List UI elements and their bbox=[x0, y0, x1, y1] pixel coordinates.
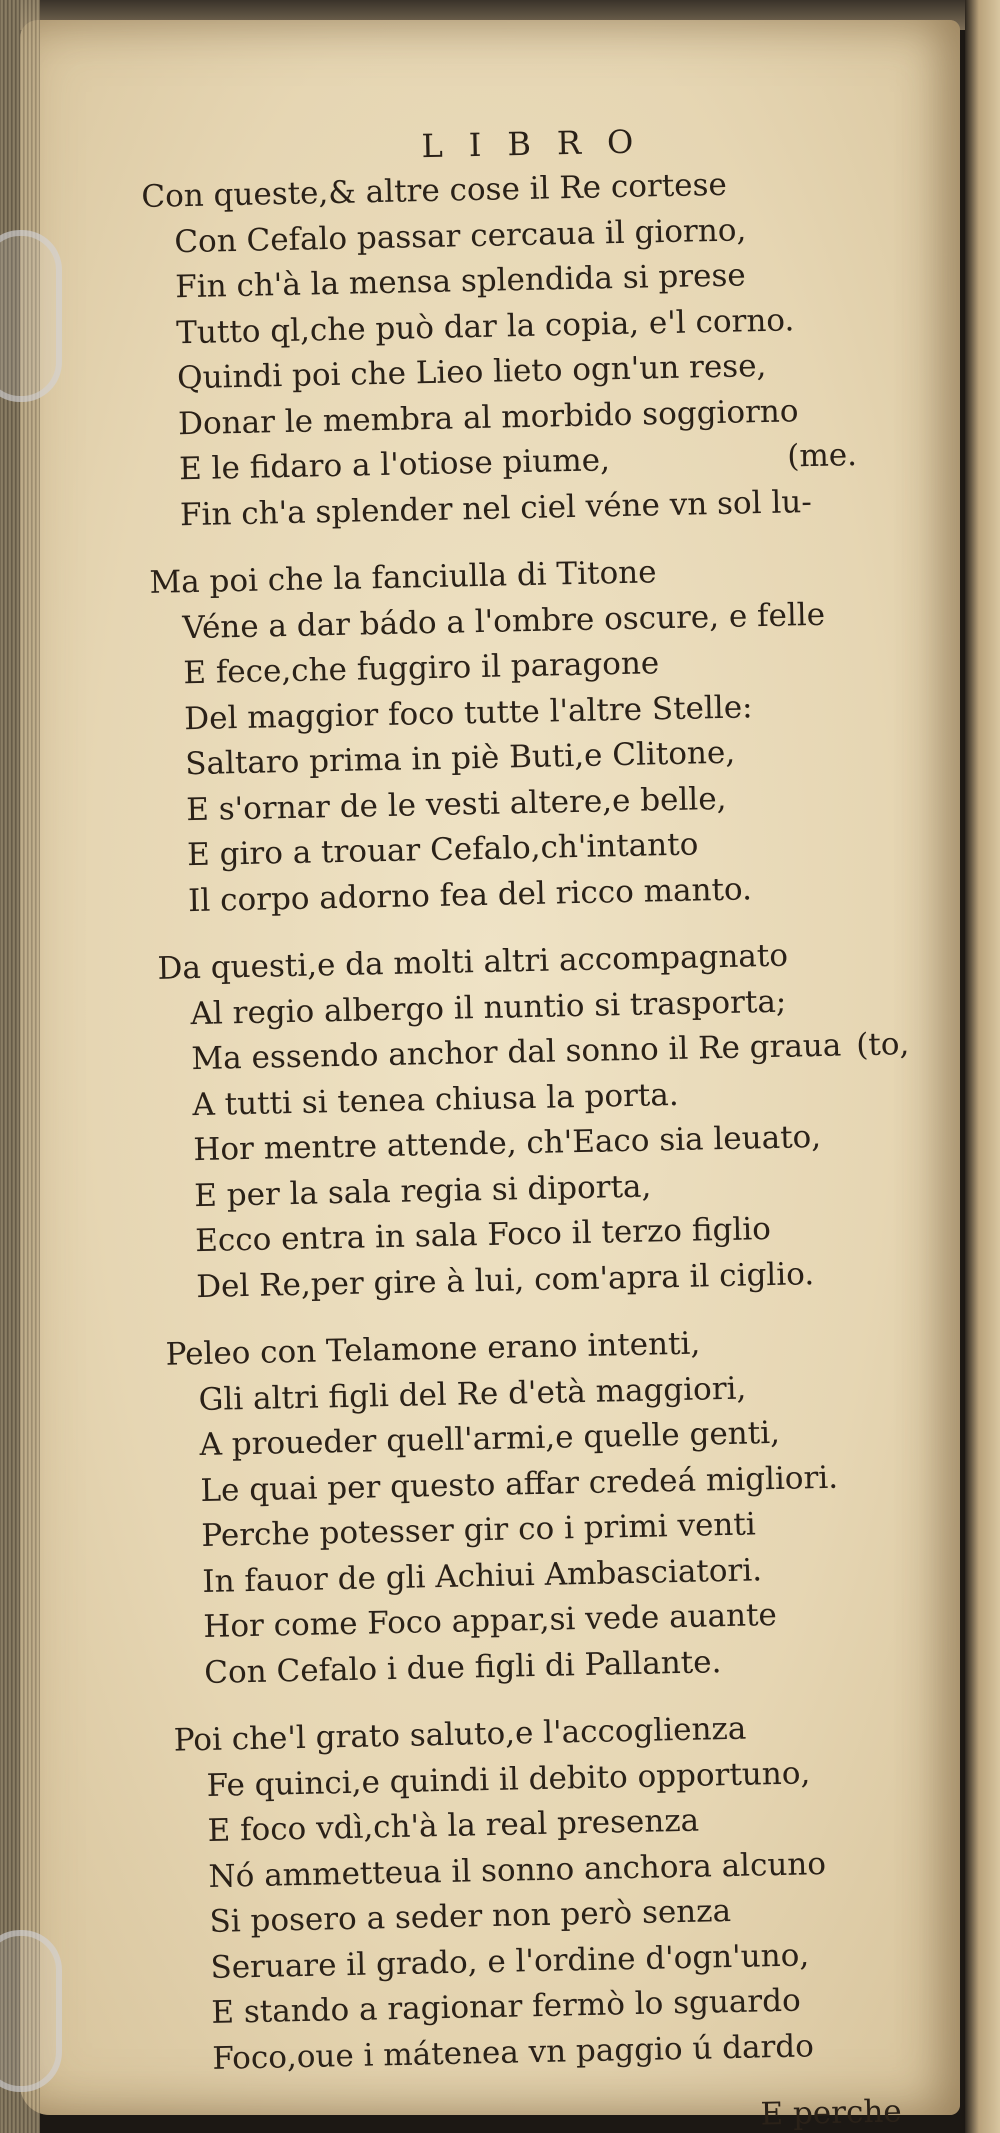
verse-line: Ecco entra in sala Foco il terzo figlio bbox=[194, 1211, 772, 1260]
verse-line: Gli altri figli del Re d'età maggiori, bbox=[198, 1370, 747, 1418]
verse-line: E foco vdì,ch'à la real presenza bbox=[207, 1802, 700, 1849]
verse-line: Fin ch'a splender nel ciel véne vn sol lu- bbox=[179, 483, 813, 533]
stanza bbox=[165, 1317, 932, 1697]
verse-line: Perche potesser gir co i primi venti bbox=[201, 1506, 757, 1555]
verse-line: E stando a ragionar fermò lo sguardo bbox=[211, 1982, 802, 2031]
verse-line: Le quai per questo affar credeá migliori. bbox=[200, 1459, 839, 1509]
stanza bbox=[149, 545, 916, 925]
turnover-note: (to, bbox=[855, 1026, 910, 1064]
verse-line: Al regio albergo il nuntio si trasporta; bbox=[190, 983, 787, 1032]
turnover-note: (me. bbox=[786, 437, 858, 475]
verse-line: Con Cefalo i due figli di Pallante. bbox=[203, 1643, 722, 1691]
verse-line: E giro a trouar Cefalo,ch'intanto bbox=[186, 826, 699, 874]
verse-line: A proueder quell'armi,e quelle genti, bbox=[199, 1414, 781, 1464]
verse-line: A tutti si tenea chiusa la porta. bbox=[192, 1076, 680, 1123]
verse-line: E per la sala regia si diporta, bbox=[193, 1168, 652, 1214]
verse-line: Fin ch'à la mensa splendida si prese bbox=[174, 257, 747, 306]
verse-line: Da questi,e da molti altri accompagnato bbox=[157, 937, 789, 987]
catchword: E perche bbox=[760, 2093, 903, 2133]
verse-line: Del maggior foco tutte l'altre Stelle: bbox=[183, 688, 753, 737]
verse-line: Donar le membra al morbido soggiorno bbox=[177, 392, 799, 442]
verse-line: Si posero a seder non però senza bbox=[209, 1893, 732, 1940]
verse-line: Quindi poi che Lieo lieto ogn'un rese, bbox=[176, 347, 767, 397]
facing-page-edge bbox=[965, 0, 1000, 2133]
verse-line: E le fidaro a l'otiose piume, bbox=[178, 442, 611, 488]
glass-clip-top bbox=[0, 230, 62, 402]
verse-line: E fece,che fuggiro il paragone bbox=[183, 645, 660, 692]
verse-line: E s'ornar de le vesti altere,e belle, bbox=[185, 780, 727, 828]
verse-line: Hor mentre attende, ch'Eaco sia leuato, bbox=[192, 1118, 822, 1169]
verse-line: Saltaro prima in piè Buti,e Clitone, bbox=[184, 734, 736, 783]
verse-line: Nó ammetteua il sonno anchora alcuno bbox=[208, 1845, 827, 1895]
verse-line: Fe quinci,e quindi il debito opportuno, bbox=[206, 1754, 811, 1804]
glass-clip-bottom bbox=[0, 1930, 62, 2092]
verse-line: Del Re,per gire à lui, com'apra il ciglio. bbox=[195, 1255, 815, 1305]
verse-line: Con queste,& altre cose il Re cortese bbox=[141, 166, 728, 215]
verse-line: In fauor de gli Achiui Ambasciatori. bbox=[202, 1551, 763, 1600]
verse-line: Ma essendo anchor dal sonno il Re graua bbox=[191, 1027, 842, 1078]
verse-line: Foco,oue i mátenea vn paggio ú dardo bbox=[212, 2027, 815, 2077]
verse-line: Tutto ql,che può dar la copia, e'l corno. bbox=[175, 301, 795, 351]
verse-line: Il corpo adorno fea del ricco manto. bbox=[187, 870, 753, 919]
running-head: LIBRO bbox=[421, 122, 660, 166]
page-text bbox=[140, 114, 942, 2133]
verse-line: Véne a dar bádo a l'ombre oscure, e felle bbox=[182, 596, 826, 646]
stanza bbox=[173, 1703, 940, 2083]
stanza bbox=[141, 159, 908, 539]
verse-line: Con Cefalo passar cercaua il giorno, bbox=[173, 211, 747, 260]
verse-line: Seruare il grado, e l'ordine d'ogn'uno, bbox=[210, 1936, 810, 1986]
verse-line: Poi che'l grato saluto,e l'accoglienza bbox=[173, 1710, 747, 1759]
stanza bbox=[157, 931, 924, 1311]
verse-line: Peleo con Telamone erano intenti, bbox=[165, 1325, 701, 1373]
verse-line: Hor come Foco appar,si vede auante bbox=[202, 1596, 778, 1645]
verse-line: Ma poi che la fanciulla di Titone bbox=[149, 554, 657, 601]
